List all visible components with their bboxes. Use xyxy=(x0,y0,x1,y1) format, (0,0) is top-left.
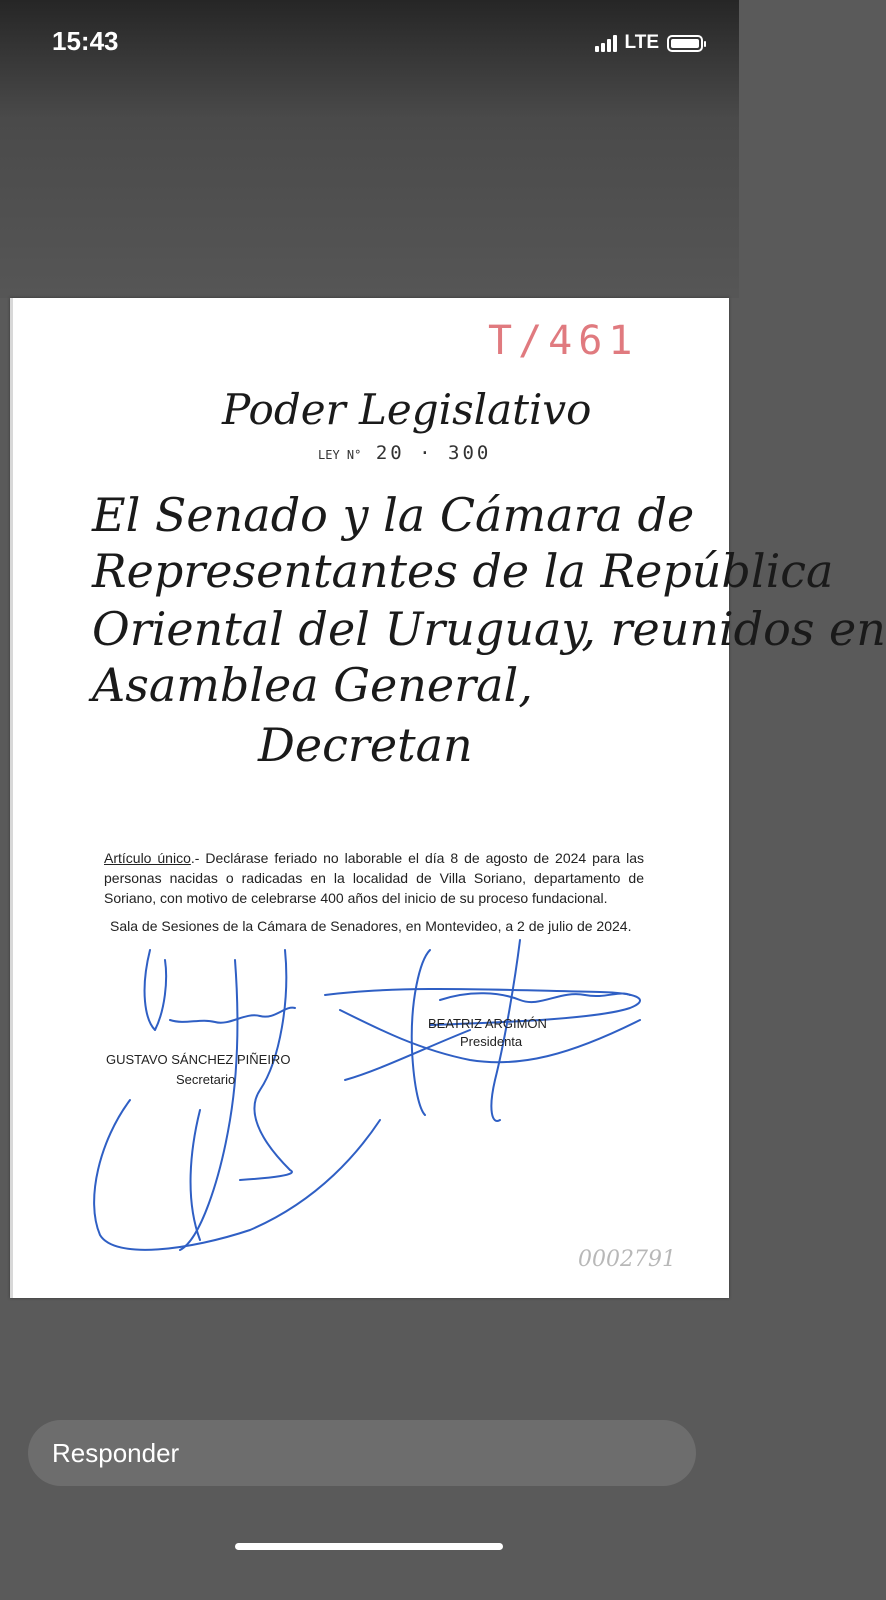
battery-icon xyxy=(667,35,703,52)
article-label: Artículo único xyxy=(104,850,191,866)
status-icons xyxy=(595,32,703,54)
status-bar xyxy=(0,0,739,298)
stamp-number: T/461 xyxy=(488,318,639,364)
article-text: .- Declárase feriado no laborable el día 8 de agosto de 2024 para las personas nacidas o radicadas en la localidad de Villa Soriano, departamento de Soriano, con motivo de celebrarse 400 años del inicio de su proceso fundacional. xyxy=(104,850,644,906)
law-number xyxy=(318,442,491,464)
reply-input[interactable]: Responder xyxy=(28,1420,696,1486)
signal-icon xyxy=(595,34,617,52)
left-signatory-name: GUSTAVO SÁNCHEZ PIÑEIRO xyxy=(106,1052,291,1067)
intro-line-2: Representantes de la República xyxy=(92,544,834,598)
right-signatory-name: BEATRIZ ARGIMÓN xyxy=(428,1016,547,1031)
network-label: LTE xyxy=(624,32,659,53)
intro-line-1: El Senado y la Cámara de xyxy=(92,488,695,542)
decree-word: Decretan xyxy=(258,718,473,772)
article-paragraph xyxy=(104,848,644,908)
left-signatory-role: Secretario xyxy=(176,1072,236,1087)
handwritten-number: 0002791 xyxy=(578,1247,676,1272)
right-signatory-role: Presidenta xyxy=(460,1034,523,1049)
intro-line-4: Asamblea General, xyxy=(92,658,533,712)
session-line: Sala de Sesiones de la Cámara de Senadores, en Montevideo, a 2 de julio de 2024. xyxy=(110,918,632,934)
document-heading: Poder Legislativo xyxy=(222,385,592,434)
home-indicator[interactable] xyxy=(235,1543,503,1550)
clock: 15:43 xyxy=(52,26,119,56)
intro-line-3: Oriental del Uruguay, reunidos en xyxy=(92,602,886,656)
law-number-value: 20 · 300 xyxy=(375,442,492,464)
law-prefix: LEY N° xyxy=(318,448,362,462)
page-edge xyxy=(10,298,13,1298)
